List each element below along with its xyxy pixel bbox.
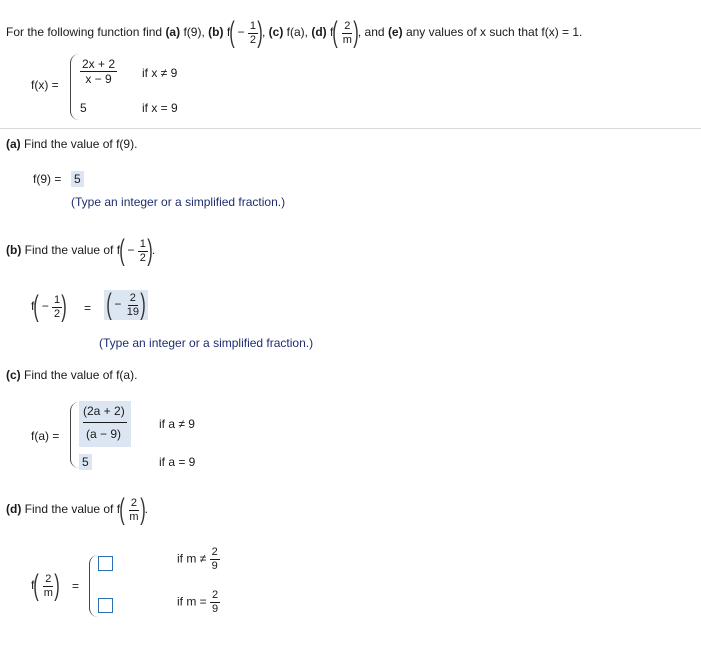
part-c-heading	[6, 368, 137, 382]
part-b-f: f	[226, 25, 231, 40]
definition-case1-cond: if x ≠ 9	[142, 66, 178, 80]
paren-right: )	[147, 234, 153, 267]
paren-left: (	[119, 493, 125, 526]
part-c-case1-answer[interactable]	[79, 401, 131, 447]
fraction-numerator: 1	[249, 19, 256, 32]
question-text: For the following function find (a) f(9), (b) f( − $\frac{1}{2}$ ), (c) f(a), (d) f( $\frac{2}{m}$ ), and (e) any values of x such that f(x) = 1.	[6, 16, 583, 49]
part-a-prompt: Find the value of f(9).	[24, 137, 138, 151]
part-d-lhs	[31, 571, 59, 601]
paren-left: (	[119, 234, 125, 267]
fraction-numerator: 2	[211, 546, 218, 558]
paren-right: )	[353, 16, 359, 49]
part-e-marker: (e)	[387, 25, 403, 40]
part-b-heading: (b) Find the value of f( − $\frac{1}{2}$ ).	[6, 234, 156, 267]
fraction-denominator: m	[129, 510, 139, 523]
part-b-prompt: Find the value of f	[24, 243, 121, 258]
fraction-numerator: 2	[212, 589, 219, 601]
part-d-fraction	[341, 21, 354, 46]
part-b-answer[interactable]	[104, 290, 148, 320]
definition-brace	[70, 54, 79, 120]
part-d-brace	[89, 555, 98, 617]
part-d-prompt: Find the value of f	[24, 502, 121, 517]
fraction-denominator: m	[342, 33, 352, 46]
part-a-label: (a)	[6, 137, 21, 151]
part-e-conj: , and	[357, 25, 385, 40]
part-c-brace	[70, 402, 79, 468]
part-b-marker: (b)	[208, 25, 224, 40]
part-d-case2-cond	[177, 590, 220, 615]
fraction-numerator: 1	[54, 293, 61, 306]
definition-case1-expr	[80, 58, 117, 85]
part-c-marker: (c)	[268, 25, 284, 40]
part-a-expr: f(9),	[183, 25, 205, 40]
fraction-numerator: 2	[130, 496, 138, 509]
fraction-denominator: 19	[126, 305, 139, 318]
definition-case2-value: 5	[80, 101, 87, 115]
fraction-denominator: 2	[249, 33, 256, 46]
fraction-numerator: 2	[344, 19, 351, 32]
fraction-denominator: 2	[139, 251, 146, 264]
paren-left: (	[106, 288, 112, 321]
part-d-lhs-f: f	[31, 578, 35, 593]
minus-sign: −	[114, 297, 122, 312]
definition-lhs: f(x) =	[31, 78, 59, 92]
part-c-case2-cond: if a = 9	[159, 455, 196, 469]
paren-left: (	[332, 16, 339, 49]
part-a-hint: (Type an integer or a simplified fraction.)	[71, 195, 286, 209]
part-c-prompt: Find the value of f(a).	[24, 368, 138, 382]
part-d-label: (d)	[6, 502, 22, 517]
part-d-case2-cond-text: if m =	[177, 594, 207, 609]
part-d-f: f	[330, 25, 334, 40]
paren-right: )	[139, 493, 146, 526]
paren-right: )	[61, 290, 67, 323]
part-a-marker: (a)	[165, 25, 181, 40]
divider	[0, 128, 701, 129]
paren-left: (	[33, 290, 40, 323]
part-b-hint: (Type an integer or a simplified fraction.)	[99, 336, 314, 350]
part-e-text: any values of x such that f(x) = 1.	[405, 25, 583, 40]
part-c-case1-den: (a − 9)	[86, 427, 122, 441]
paren-right: )	[257, 16, 263, 49]
paren-right: )	[140, 288, 146, 321]
fraction-denominator: 2	[54, 307, 61, 320]
fraction-denominator: 9	[212, 603, 219, 615]
part-d-heading: (d) Find the value of f( $\frac{2}{m}$ ).	[6, 493, 148, 526]
question-intro: For the following function find	[6, 25, 163, 40]
part-c-lhs: f(a) =	[31, 429, 60, 443]
part-d-case2-input[interactable]	[98, 598, 113, 613]
part-b-lhs-f: f	[31, 299, 35, 314]
part-c-label: (c)	[6, 368, 21, 382]
minus-sign: −	[127, 243, 135, 258]
part-d-case1-cond	[177, 547, 220, 572]
part-b-lhs	[31, 292, 66, 322]
part-d-equals: =	[72, 579, 80, 593]
part-d-marker: (d)	[311, 25, 327, 40]
fraction-denominator: m	[43, 586, 53, 599]
fraction-numerator: 1	[139, 237, 146, 250]
paren-right: )	[54, 569, 60, 602]
part-a-answer[interactable]: 5	[71, 171, 84, 187]
minus-sign: −	[41, 299, 49, 314]
fraction-bar	[83, 422, 127, 423]
fraction-numerator: 2x + 2	[82, 57, 116, 71]
fraction-denominator: x − 9	[85, 72, 112, 86]
part-a-lhs: f(9) =	[33, 172, 62, 186]
part-b-label: (b)	[6, 243, 22, 258]
definition-case2-cond: if x = 9	[142, 101, 178, 115]
part-d-case1-cond-text: if m ≠	[177, 551, 207, 566]
part-b-equals: =	[84, 301, 92, 315]
fraction-numerator: 2	[45, 572, 52, 585]
part-c-case1-cond: if a ≠ 9	[159, 417, 195, 431]
paren-left: (	[229, 16, 235, 49]
part-a-heading	[6, 137, 137, 151]
minus-sign: −	[237, 25, 245, 40]
part-c-expr: f(a),	[286, 25, 309, 40]
fraction-denominator: 9	[211, 560, 218, 572]
part-c-case2-answer[interactable]: 5	[79, 454, 92, 470]
part-d-case1-input[interactable]	[98, 556, 113, 571]
paren-left: (	[33, 569, 40, 602]
part-c-case1-num: (2a + 2)	[83, 404, 125, 418]
fraction-numerator: 2	[129, 291, 136, 304]
